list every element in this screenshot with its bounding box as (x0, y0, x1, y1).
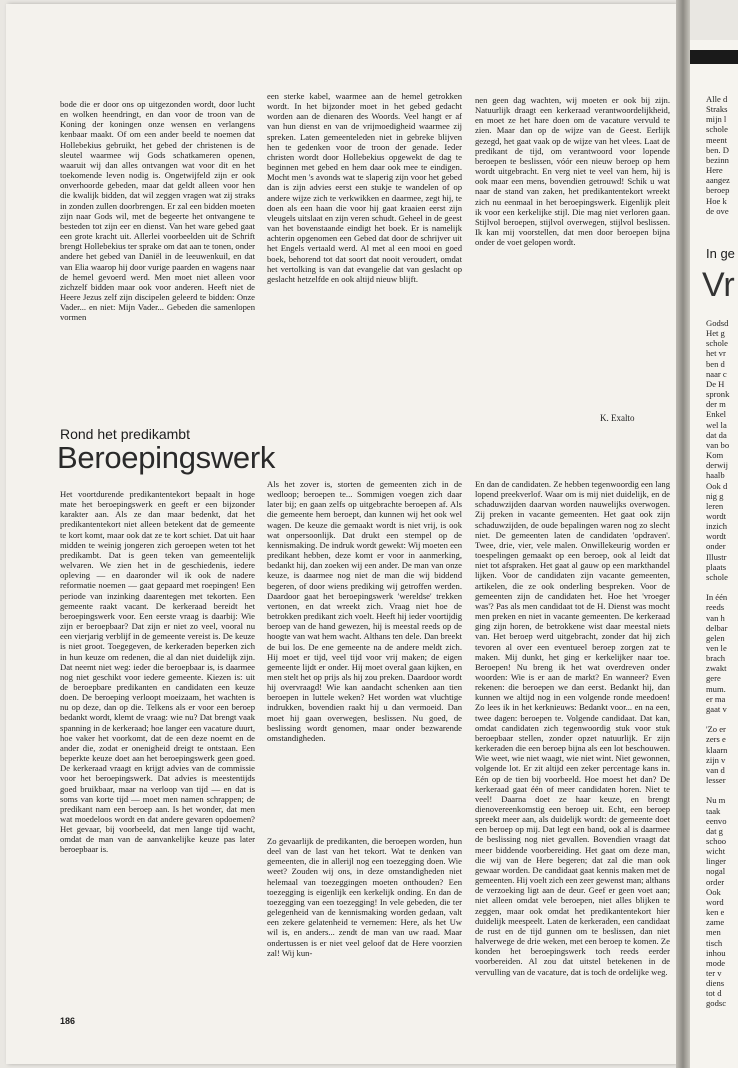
facing-page-body-text: Godsd Het g schole het vr ben d naar c De H spronk der m Enkel wel la dat da van bo Kom derwij haalb Ook d nig g leren wordt inzich wordt onder Illustr plaats schole In één reeds van h delbar gelen ven le brach zwakt gere mum. er ma gaat v 'Zo er zers e klaarn zijn v van d lesser Nu m taak eenvo dat g schoo wicht linger nogal order Ook word ken e zame men tisch inhou mode ter v diens tot d godsc (706, 318, 730, 1009)
page-number: 186 (60, 1016, 76, 1026)
paragraph: nen geen dag wachten, wij moeten er ook bij zijn. Natuurlijk draagt een kerkeraad verantwoordelijkheid, en moet ze het hare doen om de vacature vervuld te zien. Maar dan op de wijze van de Geest. Eerlijk gezegd, het gaat vaak op de wijze van het vlees. Laat de predikant de tijd, om verantwoord voor lopende beroepen te beslissen, vóór een nieuw beroep op hem wordt uitgebracht. En verg niet te veel van hem, hij is ook maar een mens, bovendien getrouwd! Schik u wat naar de stand van zaken, het predikantentekort wreekt zich nu eenmaal in het beroepingswerk. Eigenlijk pleit ik voor een kerkelijke stijl. Die mag niet verloren gaan. Stijlvol beroepen, stijlvol overwegen, stijlvol beslissen. Ik kan mij voorstellen, dat men door beroepen bijna onder de voet gelopen wordt. (475, 95, 670, 248)
paragraph: Als het zover is, storten de gemeenten zich in de wedloop; beroepen te... Sommigen voegen zich daar later bij; en gaan zelfs op uitgebrachte beroepen af. Als die gemeente hem beroept, dan kunnen wij het ook wel wagen. De keuze die gemaakt wordt is niet vrij, is ook wat onpersoonlijk. Dat drukt een stempel op de kennismaking. De indruk wordt gewekt: Wij moeten een predikant hebben, deze komt er voor in aanmerking, bedankt hij, dan zoeken wij een ander. De man van onze keuze, is daarmee nog niet de man die wij biddend begeren, of door wiens prediking wij getroffen werden. Daardoor gaat het beroepingswerk 'wereldse' trekken vertonen, en dat wreekt zich. Vraag niet hoe de betrokken predikant zich voelt. Heeft hij ieder voortijdig beroep van de hand gewezen, hij is meestal reeds op de hoogte van wat hem wacht. Althans ten dele. Dan breekt de bui los. De ene gemeente na de andere meldt zich. Hij moet er tijd, veel tijd voor vrij maken; de eigen gemeente lijdt er onder. Hij moet overal gaan kijken, en men stelt het op prijs als hij zou preken. Daardoor wordt hij overvraagd! Wie kan aandacht schenken aan tien beroepen in luttele weken? Het worden wat vluchtige indrukken, bovendien raakt hij u dan vermoeid. Dan moet hij gaan overwegen, beslissen. Nu goed, de beslissing wordt genomen, maar onder bezwarende omstandigheden. (267, 479, 462, 743)
column-1-article (60, 489, 255, 855)
column-2-article (267, 479, 462, 743)
column-1-top (60, 99, 255, 322)
author-signature: K. Exalto (600, 413, 635, 423)
column-2-top (267, 91, 462, 284)
facing-page-kicker: In ge (706, 246, 735, 261)
column-3-top (475, 95, 670, 247)
column-2-article-continued (267, 836, 462, 958)
article-kicker: Rond het predikambt (60, 426, 190, 442)
paragraph: bode die er door ons op uitgezonden wordt, door lucht en wolken heendringt, en dan voor de troon van de Koning der koningen onze wensen en verlangens kenbaar maakt. Of om een ander beeld te noemen dat Hollebekius gebruikt, het gebed der christenen is de sleutel waarmee wij Gods schatkameren openen, waaruit wij dan alles ontvangen wat voor dit en het toekomende leven nodig is. Ongetwijfeld zijn er ook onverhoorde gebeden, maar dat geldt alleen voor hen die kwalijk bidden, dat wil zeggen vragen wat zij straks in zonden zullen doorbrengen. Er zal een bidden moeten zijn naar Gods wil, met de begeerte het ontvangene te besteden tot zijn eer en dienst. Van het ware gebed gaat een grote kracht uit. Allerlei voorbeelden uit de Schrift brengt Hollebekius ter sprake om dat aan te tonen, onder andere het gebed van Daniël in de leeuwenkuil, en dat van Elia waarop hij door vurige paarden en wagens naar de hemel gevoerd werd. Men moet niet alleen voor zichzelf bidden maar ook voor anderen. Heeft niet de Heere Jezus zelf zijn discipelen geleerd te bidden: Onze Vader... en niet: Mijn Vader... Gebeden die samenlopen vormen (60, 99, 255, 323)
article-title: Beroepingswerk (57, 440, 276, 475)
paragraph: En dan de candidaten. Ze hebben tegenwoordig een lang lopend preekverlof. Waar om is mij niet duidelijk, en de schaduwzijden daarvan worden nauwelijks overwogen. Zij preken in vacante gemeenten. Het gaat ook zijn schaduwzijden, de oude bepalingen waren nog zo slecht niet. De gemeenten laten de candidaten 'opdraven'. Twee, drie, vier, vele malen. Onwillekeurig worden er toespelingen gemaakt op een beroep, ook al leidt dat niet tot afspraken. Het gaat al gauw op een markthandel lijken. Voor de candidaten zijn vacante gemeenten, artikelen, die ze ook onderling bespreken. Voor de gemeenten zijn de candidaten het. Hoe het 'vroeger was'? Pas als men candidaat tot de H. Dienst was mocht men preken en niet in vacante gemeenten. De kerkeraad ging zijn horen, de betrokkene wist daar meestal niets van. Het beroep werd uitgebracht, zonder dat hij zich tevoren al over een eventueel beroep zorgen zat te maken. Mij dunkt, het ging er kerkelijker naar toe. Beroepen! Nu breng ik het wat overdreven onder woorden: Wie is er aan de markt? En wanneer? Even rekenen: die beroepen we dan eerst. Bedankt hij, dan kunnen we altijd nog in een volgende ronde meedoen! Zo lees ik in het kerknieuws: Bedankt voor... en na een, twee dagen: beroepen te. Volgende candidaat. Dat kan, omdat candidaten zich tegenwoordig stuk voor stuk beroepbaar stellen, zonder opzet natuurlijk. Er zijn kerkeraden die een beroep bijna als een lot beschouwen. Wie weet, wie niet waagt, wie niet wint. Niet gewonnen, volgende lot. Er zit altijd een zeker percentage kans in. Eén op de tien bij voorbeeld. Hoe moest het dan? De kerkeraad gaat één of meer candidaten horen. Niet te veel! Daarna doet ze haar keuze, en brengt dienovereenkomstig een beroep uit. Echt, een beroep spreekt meer aan, als duidelijk wordt: de gemeente doet een beroep op mij. Dat legt een band, ook al is daarmee de beslissing nog niet gevallen. Bovendien vraagt dat meer biddende voorbereiding. Het gaat om deze man, die wij van de Here begeren; dat zal die man ook gewaar worden. De candidaat gaat kennis maken met de gemeenten. Hij voelt zich een zeer gewenst man; althans de verzoeking ligt aan de deur. Geef er geen voet aan; niet alleen omdat vele beroepen, niet alles blijken te zeggen, maar ook omdat het predikantentekort hier duidelijk meespeelt. Laten de kerkeraden, een candidaat de rust en de tijd gunnen om te beslissen, dan niet halverwege de drie weken, met een beroep te komen. Ze konden het beroepingswerk toch reeds eerder voorbereiden. Al zou dat uitstel betekenen in de vervulling van de vacature, dat is toch de ordelijke weg. (475, 479, 670, 977)
paragraph: een sterke kabel, waarmee aan de hemel getrokken wordt. In het bijzonder moet in het gebed gedacht worden aan de dienaren des Woords. Veel hangt er af van hun dienst en van de vrijmoedigheid waarmee zij spreken. Laten gemeenteleden niet in gebreke blijven hen te gedenken voor de troon der genade. Ieder christen wordt door Hollebekius opgewekt de dag te beginnen met gebed en hem daar ook mee te eindigen. Mocht men 's avonds wat te slaperig zijn voor het gebed dan is zijn advies eerst een stukje te wandelen of op andere wijze zich te verkwikken en daarmee, zegt hij, te doen als een haan die voor hij gaat kraaien eerst zijn vleugels uitslaat en zijn veren schudt. Geheel in de geest van het bovenstaande eindigt het boek. Er is namelijk achterin opgenomen een Gebed dat door de schrijver uit het Engels vertaald werd. Al met al een mooi en goed boek, behorend tot dat soort dat nooit veroudert, omdat het vertolking is van dat evangelie dat van geslacht op geslacht hetzelfde en ook altijd nieuw blijft. (267, 91, 462, 284)
paragraph: Het voortdurende predikantentekort bepaalt in hoge mate het beroepingswerk en geeft er een bijzonder karakter aan. Als ze dan maar bedenkt, dat het predikantentekort niet alleen betekent dat de gemeente te kort komt, maar ook dat ze te kort schiet. Dat uit haar midden te weinig jongeren zich geroepen weten tot het predikambt. Dat is geen teken van gemeentelijk welvaren. We zien het in de geschiedenis, iedere opleving — en daaronder wil ik ook de nadere reformatie noemen — gaat gepaard met roepingen! Een periode van inzinking daarentegen met tekorten. Een gemeente raakt vacant. De kerkeraad bereidt het beroepingswerk voor. Een eerste vraag is daarbij: Wie zijn er beroepbaar? Dat zijn er niet zo veel, vooral nu een vierjarig verblijf in de gemeente vereist is. De keuze is niet groot. Toegegeven, de kerkeraden beperken zich in hun keuze om redenen, die al dan niet duidelijk zijn. Dat neemt niet weg: ieder die beroepbaar is, is daarmee nog niet geschikt voor iedere gemeente. Kiezen is: uit de beroepbare predikanten en candidaten een keuze doen. De beroeping verloopt moeizaam, het wachten is nu op deze, dan op die. Telkens als er voor een beroep bedankt wordt, klemt de vraag: wie nu? Dat brengt vaak spanning in de kerkeraad; hoe langer een vacature duurt, hoe vaker het voorkomt, dat de een deze noemt en de ander die, zodat er onenigheid dreigt te ontstaan. Een beperkte keuze doet aan het beroepingswerk geen goed. De kerkeraad vraagt en krijgt advies van de commissie voor het beroepingswerk. Dat advies is meestentijds goed bruikbaar, maar na verloop van tijd — en dat is soms van korte tijd — moet men namen schrappen; de predikant nam een beroep aan. Is het wonder, dat men wat moedeloos wordt en dat andere gevaren opdoemen? Het gevaar, bij voorbeeld, dat men lange tijd wacht, omdat de man van de aanvankelijke keuze pas later beroepbaar is. (60, 489, 255, 855)
facing-page-title: Vr (702, 266, 735, 304)
facing-page-top-text: Alle d Straks mijn l schole meent ben. D bezinn Here aangez beroep Hoe k de ove (706, 94, 730, 216)
book-gutter (676, 0, 690, 1068)
paragraph: Zo gevaarlijk de predikanten, die beroepen worden, hun deel van de last van het tekort. Wat te denken van gemeenten, die in allerijl nog een toezegging doen. Wie weet? Zouden wij ons, in deze omstandigheden niet helemaal van toezeggingen moeten onthouden? Een toezegging is eigenlijk een kerkelijk onding. En dan de toezegging van een toezegging! In vele gebeden, die ter gelegenheid van de kennismaking worden gedaan, valt een zekere gelatenheid te vernemen: Here, als het Uw wil is, en anders... zendt de man van uw raad. Maar ondertussen is er niet veel geloof dat de Here voorzien zal! Wij kun- (267, 836, 462, 958)
column-3-article (475, 479, 670, 977)
facing-page-header-bar (690, 50, 738, 64)
facing-page (690, 40, 738, 1068)
